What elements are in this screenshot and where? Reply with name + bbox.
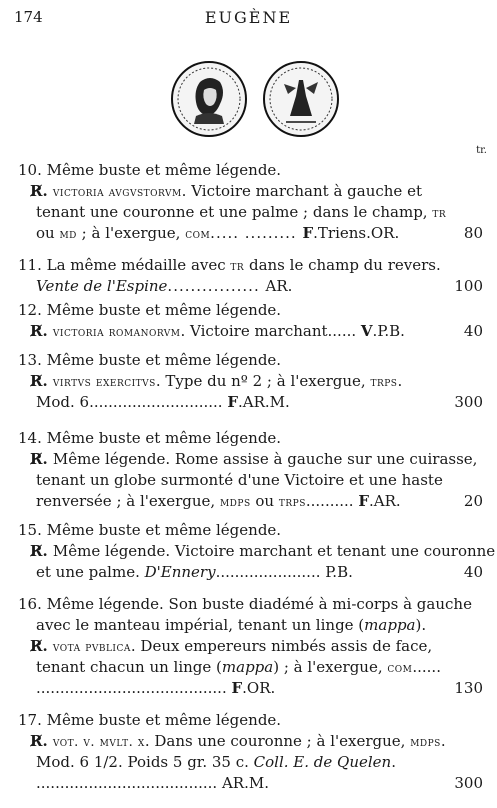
text-run: trps [278, 495, 306, 510]
text-run: ................ [167, 277, 266, 295]
text-run: F [227, 393, 239, 411]
text-run: Même légende. Rome assise à gauche sur une cuirasse, [52, 450, 478, 468]
text-run: D'Ennery [144, 563, 216, 581]
text-run: tenant une couronne et une palme ; dans le champ, [36, 203, 433, 221]
text-run: .Triens.OR. [313, 224, 400, 242]
text-run: com [387, 661, 413, 676]
text-run: ou [36, 224, 60, 242]
text-run: ). [415, 616, 427, 634]
text-run: . Deux empereurs nimbés assis de face, [130, 637, 433, 655]
text-run: avec le manteau impérial, tenant un linge ( [36, 616, 365, 634]
text-run: mdps [410, 735, 441, 750]
coin-illustration [170, 60, 350, 140]
entry-line [18, 300, 281, 320]
text-run: vot. v. mvlt. x [52, 735, 145, 750]
text-run: V [360, 322, 373, 340]
text-run: ou [250, 492, 279, 510]
entry-line [36, 615, 426, 635]
text-run: 16. Même légende. Son buste diadémé à mi-corps à gauche [18, 595, 472, 613]
text-run: virtvs exercitvs [52, 375, 156, 390]
text-run: mappa [221, 658, 274, 676]
entry-line [18, 428, 281, 448]
entry-price: 40 [463, 322, 483, 340]
entry-line [36, 773, 269, 793]
entry-price: 100 [454, 277, 483, 295]
text-run: . Dans une couronne ; à l'exergue, [144, 732, 411, 750]
entry-line [36, 752, 396, 772]
text-run: md [59, 227, 77, 242]
entry-line [30, 321, 405, 343]
text-run: tr [432, 206, 447, 221]
entry-line [36, 392, 290, 412]
entry-line [36, 562, 353, 582]
text-run: tenant chacun un linge ( [36, 658, 222, 676]
coin-obverse-image [170, 60, 248, 138]
text-run: 14. Même buste et même légende. [18, 429, 282, 447]
text-run: tr [230, 259, 245, 274]
text-run: ...................................... AR.M. [36, 774, 269, 792]
text-run: 17. Même buste et même légende. [18, 711, 282, 729]
text-run: . Type du nº 2 ; à l'exergue, [155, 372, 371, 390]
text-run: R̸. [30, 322, 53, 340]
text-run: . Victoire marchant à gauche et [181, 182, 422, 200]
text-run: ...... [412, 658, 441, 676]
text-run: 15. Même buste et même légende. [18, 521, 282, 539]
text-run: ...................... P.B. [215, 563, 353, 581]
entry-line [36, 223, 399, 245]
text-run: F [231, 679, 243, 697]
text-run: com [185, 227, 211, 242]
text-run: . [440, 732, 446, 750]
entry-line [18, 255, 441, 277]
entry-line [30, 181, 422, 203]
text-run: Mod. 6 1/2. Poids 5 gr. 35 c. [36, 753, 254, 771]
text-run: 12. Même buste et même légende. [18, 301, 282, 319]
coin-reverse-image [262, 60, 340, 138]
entry-line [30, 371, 402, 393]
text-run: dans le champ du revers. [244, 256, 441, 274]
entry-line [30, 449, 477, 469]
text-run: ..... ......... [210, 224, 303, 242]
text-run: victoria romanorvm [52, 325, 181, 340]
text-run: .AR. [368, 492, 401, 510]
text-run: mdps [219, 495, 251, 510]
entry-price: 300 [454, 774, 483, 792]
entry-line [18, 520, 281, 540]
margin-note: tr. [476, 145, 487, 156]
entry-line [18, 594, 472, 614]
entry-line [36, 276, 292, 296]
entry-price: 130 [454, 679, 483, 697]
entry-price: 20 [463, 492, 483, 510]
entry-price: 80 [463, 224, 483, 242]
entry-line [30, 636, 432, 658]
entry-line [36, 678, 275, 698]
running-title: EUGÈNE [204, 8, 293, 27]
text-run: vota pvblica [52, 640, 131, 655]
text-run: F [358, 492, 369, 510]
text-run: . [391, 753, 396, 771]
entry-line [36, 470, 443, 490]
text-run: .OR. [242, 679, 276, 697]
text-run: et une palme. [36, 563, 145, 581]
text-run: ) ; à l'exergue, [273, 658, 388, 676]
entry-line [18, 710, 281, 730]
entry-line [36, 657, 441, 679]
text-run: 11. La même médaille avec [18, 256, 231, 274]
text-run: . Victoire marchant...... [180, 322, 361, 340]
text-run: 13. Même buste et même légende. [18, 351, 282, 369]
text-run: mappa [364, 616, 416, 634]
text-run: Même légende. Victoire marchant et tenant une couronne [52, 542, 496, 560]
entry-line [36, 202, 446, 224]
text-run: ; à l'exergue, [76, 224, 186, 242]
text-run: tenant un globe surmonté d'une Victoire et une haste [36, 471, 443, 489]
text-run: Coll. E. de Quelen [253, 753, 392, 771]
text-run: ........................................ [36, 679, 232, 697]
text-run: R̸. [30, 450, 53, 468]
text-run: R̸. [30, 542, 53, 560]
text-run: 10. Même buste et même légende. [18, 161, 282, 179]
entry-line [18, 350, 281, 370]
text-run: Vente de l'Espine [36, 277, 168, 295]
text-run: AR. [265, 277, 293, 295]
entry-line [30, 541, 495, 561]
entry-line [18, 160, 281, 180]
text-run: Mod. 6............................ [36, 393, 228, 411]
text-run: R̸. [30, 732, 53, 750]
text-run: .P.B. [372, 322, 405, 340]
text-run: R̸. [30, 182, 53, 200]
text-run: renversée ; à l'exergue, [36, 492, 220, 510]
text-run: .......... [305, 492, 359, 510]
entry-line [30, 731, 446, 753]
page-number: 174 [14, 8, 43, 26]
text-run: R̸. [30, 637, 53, 655]
entry-price: 300 [454, 393, 483, 411]
text-run: victoria avgvstorvm [52, 185, 182, 200]
page-header [0, 6, 497, 28]
entry-price: 40 [463, 563, 483, 581]
text-run: trps [370, 375, 398, 390]
entry-line [36, 491, 401, 513]
text-run: .AR.M. [238, 393, 290, 411]
text-run: R̸. [30, 372, 53, 390]
text-run: . [397, 372, 403, 390]
text-run: F [302, 224, 314, 242]
